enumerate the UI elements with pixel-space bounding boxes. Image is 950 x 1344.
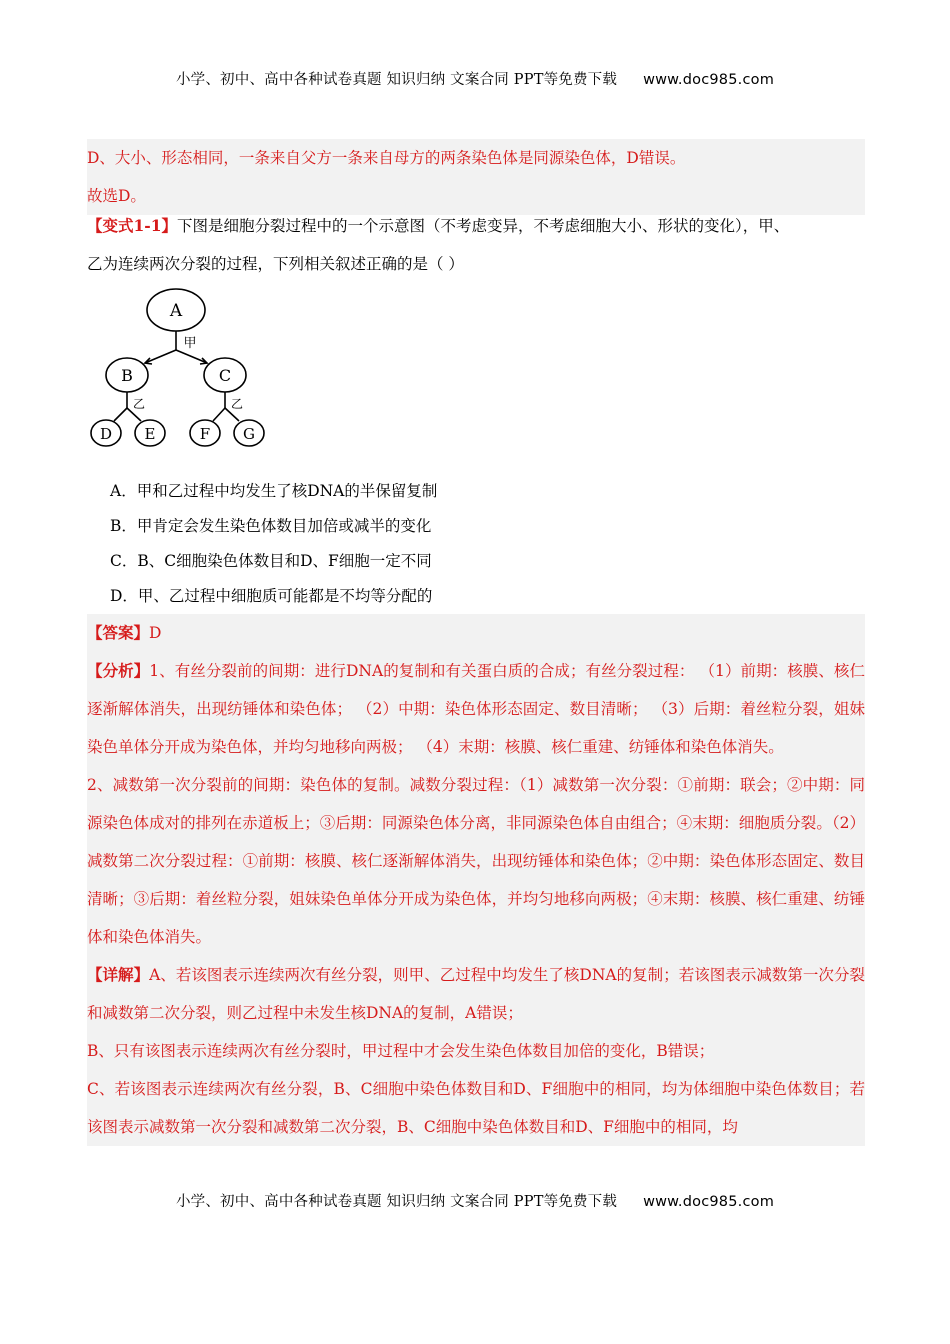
- question-stem: [87, 207, 865, 283]
- option-c: C．B、C细胞染色体数目和D、F细胞一定不同: [110, 552, 432, 570]
- footer-site: www.doc985.com: [643, 1194, 775, 1210]
- option-b: B．甲肯定会发生染色体数目加倍或减半的变化: [110, 517, 432, 535]
- analysis-tag: 【分析】: [87, 661, 150, 680]
- arrow-a-b: [145, 350, 176, 363]
- analysis-paragraph-2: 2、减数第一次分裂前的间期：染色体的复制。减数分裂过程：（1）减数第一次分裂：①前期：联会；②中期：同源染色体成对的排列在赤道板上；③后期：同源染色体分离，非同源染色体自由组合；④末期：细胞质分裂。（2）减数第二次分裂过程：①前期：核膜、核仁逐渐解体消失，出现纺锤体和染色体；②中期：染色体形态固定、数目清晰；③后期：着丝粒分裂，姐妹染色单体分开成为染色体，并均匀地移向两极；④末期：核膜、核仁重建、纺锤体和染色体消失。: [87, 776, 865, 946]
- cell-division-diagram: [87, 285, 277, 450]
- page-header: [0, 68, 950, 89]
- detail-paragraph-c: C、若该图表示连续两次有丝分裂，B、C细胞中染色体数目和D、F细胞中的相同，均为体细胞中染色体数目；若该图表示减数第一次分裂和减数第二次分裂，B、C细胞中染色体数目和D、F细胞中的相同，均: [87, 1080, 865, 1136]
- cell-f-label: F: [199, 425, 211, 443]
- cell-g-label: G: [243, 425, 255, 443]
- arrow-c-f: [213, 408, 225, 421]
- prev-line-1: D、大小、形态相同，一条来自父方一条来自母方的两条染色体是同源染色体，D错误。: [87, 149, 686, 167]
- question-line-2: 乙为连续两次分裂的过程，下列相关叙述正确的是（ ）: [87, 255, 464, 273]
- division-label-jia: 甲: [183, 336, 197, 351]
- page-footer: [0, 1190, 950, 1211]
- question-line-1: 下图是细胞分裂过程中的一个示意图（不考虑变异，不考虑细胞大小、形状的变化），甲、: [177, 217, 790, 235]
- division-label-yi-left: 乙: [132, 397, 146, 411]
- detail-paragraph-a: 【详解】A、若该图表示连续两次有丝分裂，则甲、乙过程中均发生了核DNA的复制；若该图表示减数第一次分裂和减数第二次分裂，则乙过程中未发生核DNA的复制，A错误；: [87, 965, 865, 1022]
- division-label-yi-right: 乙: [230, 397, 244, 411]
- option-a: A．甲和乙过程中均发生了核DNA的半保留复制: [110, 482, 438, 500]
- cell-c-label: C: [218, 366, 232, 385]
- arrow-b-d: [114, 408, 127, 421]
- question-tag: 【变式1-1】: [87, 216, 178, 235]
- cell-a-label: A: [169, 301, 183, 321]
- detail-paragraph-b: B、只有该图表示连续两次有丝分裂时，甲过程中才会发生染色体数目加倍的变化，B错误；: [87, 1042, 715, 1060]
- answer-value: D: [149, 624, 162, 642]
- analysis-paragraph-1: 【分析】1、有丝分裂前的间期：进行DNA的复制和有关蛋白质的合成；有丝分裂过程： （1）前期：核膜、核仁逐渐解体消失，出现纺锤体和染色体； （2）中期：染色体形态固定、数目清晰； （3）后期：着丝粒分裂，姐妹染色单体分开成为染色体，并均匀地移向两极； （4）末期：核膜、核仁重建、纺锤体和染色体消失。: [87, 661, 865, 756]
- option-d: D．甲、乙过程中细胞质可能都是不均等分配的: [110, 587, 433, 605]
- header-text: 小学、初中、高中各种试卷真题 知识归纳 文案合同 PPT等免费下载: [175, 72, 618, 88]
- cell-d-label: D: [99, 425, 113, 443]
- cell-b-label: B: [121, 366, 133, 385]
- cell-e-label: E: [144, 425, 156, 443]
- answer-tag: 【答案】: [87, 623, 150, 642]
- prev-line-2: 故选D。: [87, 187, 146, 205]
- answer-explanation-block: [87, 614, 865, 1146]
- arrow-a-c: [176, 350, 207, 363]
- detail-tag: 【详解】: [87, 965, 150, 984]
- header-site: www.doc985.com: [643, 72, 775, 88]
- previous-answer-block: [87, 139, 865, 215]
- footer-text: 小学、初中、高中各种试卷真题 知识归纳 文案合同 PPT等免费下载: [175, 1194, 618, 1210]
